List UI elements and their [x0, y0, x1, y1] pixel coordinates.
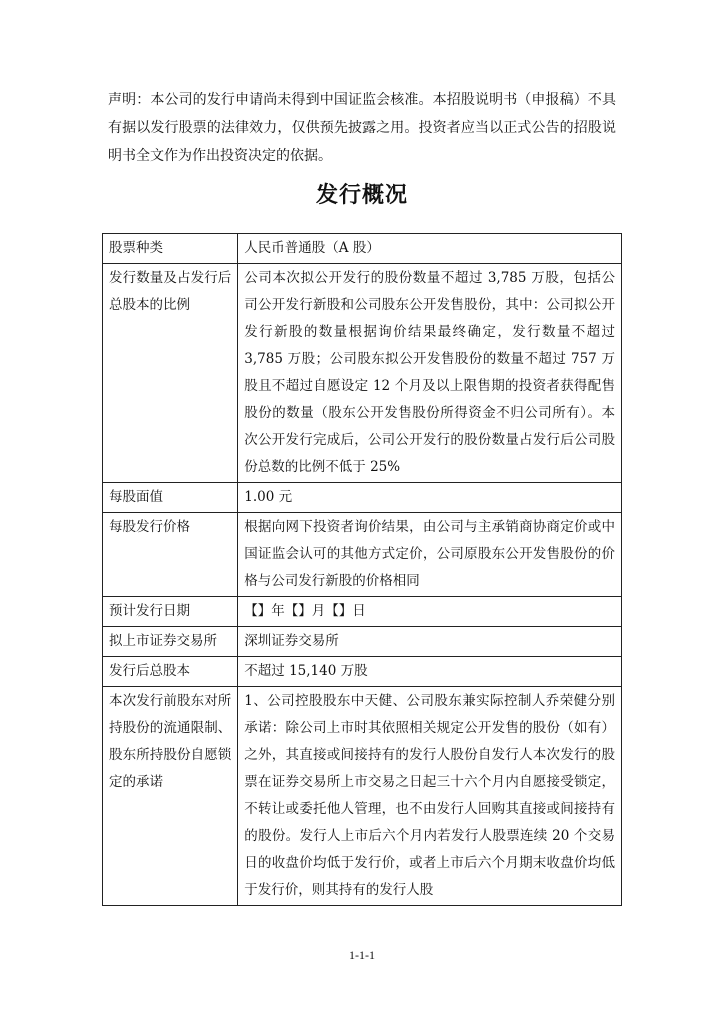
issue-overview-table [102, 233, 622, 906]
row-label: 每股发行价格 [103, 513, 238, 597]
row-label: 本次发行前股东对所持股份的流通限制、股东所持股份自愿锁定的承诺 [103, 687, 238, 906]
row-value: 公司本次拟公开发行的股份数量不超过 3,785 万股，包括公司公开发行新股和公司股东公开发售股份，其中：公司拟公开发行新股的数量根据询价结果最终确定，发行数量不超过 3,785 万股；公司股东拟公开发售股份的数量不超过 757 万股且不超过自愿设定 12 个月及以上限售期的投资者获得配售股份的数量（股东公开发售股份所得资金不归公司所有）。本次公开发行完成后，公司公开发行的股份数量占发行后公司股份总数的比例不低于 25% [238, 264, 622, 483]
table-row-par-value [103, 483, 622, 513]
table-row-lockup-commitment [103, 687, 622, 906]
row-label: 发行数量及占发行后总股本的比例 [103, 264, 238, 483]
row-value: 不超过 15,140 万股 [238, 657, 622, 687]
table-row-issue-price [103, 513, 622, 597]
row-value: 1、公司控股股东中天健、公司股东兼实际控制人乔荣健分别承诺：除公司上市时其依照相关规定公开发售的股份（如有）之外，其直接或间接持有的发行人股份自发行人本次发行的股票在证券交易所上市交易之日起三十六个月内自愿接受锁定，不转让或委托他人管理，也不由发行人回购其直接或间接持有的股份。发行人上市后六个月内若发行人股票连续 20 个交易日的收盘价均低于发行价，或者上市后六个月期末收盘价均低于发行价，则其持有的发行人股 [238, 687, 622, 906]
declaration-text: 声明：本公司的发行申请尚未得到中国证监会核准。本招股说明书（申报稿）不具有据以发行股票的法律效力，仅供预先披露之用。投资者应当以正式公告的招股说明书全文作为作出投资决定的依据。 [108, 92, 616, 164]
table-row-total-shares [103, 657, 622, 687]
table-row-issue-quantity [103, 264, 622, 483]
row-value: 人民币普通股（A 股） [238, 234, 622, 264]
page-title: 发行概况 [315, 183, 408, 208]
row-value: 深圳证券交易所 [238, 627, 622, 657]
table-row-issue-date [103, 597, 622, 627]
row-label: 拟上市证券交易所 [103, 627, 238, 657]
table-row-exchange [103, 627, 622, 657]
row-label: 每股面值 [103, 483, 238, 513]
page-number: 1-1-1 [349, 948, 375, 962]
row-value: 【】年【】月【】日 [238, 597, 622, 627]
row-label: 发行后总股本 [103, 657, 238, 687]
row-value: 根据向网下投资者询价结果，由公司与主承销商协商定价或中国证监会认可的其他方式定价，公司原股东公开发售股份的价格与公司发行新股的价格相同 [238, 513, 622, 597]
row-label: 预计发行日期 [103, 597, 238, 627]
table-row-stock-type [103, 234, 622, 264]
row-value: 1.00 元 [238, 483, 622, 513]
row-label: 股票种类 [103, 234, 238, 264]
